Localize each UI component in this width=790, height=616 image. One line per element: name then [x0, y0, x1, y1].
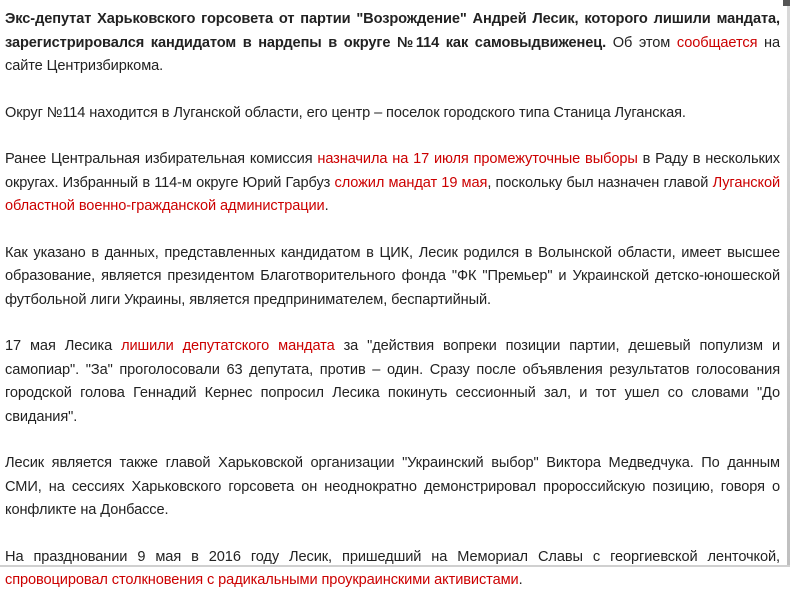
link-clashes[interactable]: спровоцировал столкновения с радикальными проукраинскими активистами	[5, 572, 519, 588]
paragraph-elections	[5, 148, 780, 219]
link-source-cec[interactable]: сообщается	[676, 34, 758, 51]
paragraph-text: .	[324, 198, 329, 214]
paragraph-text: за "действия вопреки позиции партии, дешевый популизм и самопиар". "За" проголосовали 63 депутата, против – один. Сразу после объявления результатов голосования городской голова Геннадий Кернес попросил Лесика покинуть сессионный зал, и тот ушел со словами "До свидания".	[5, 338, 780, 425]
paragraph-lead	[5, 8, 780, 79]
paragraph-candidate-info	[5, 242, 780, 313]
paragraph-district	[5, 102, 780, 126]
paragraph-text: .	[518, 572, 523, 588]
link-luhansk-administration[interactable]: Луганской областной военно-гражданской администрации	[5, 174, 781, 214]
paragraph-ukrainian-choice	[5, 452, 780, 523]
paragraph-text: Ранее Центральная избирательная комиссия	[5, 151, 318, 167]
paragraph-text: в Раду в нескольких округах. Избранный в 114-м округе Юрий Гарбуз	[5, 151, 781, 191]
link-mandate-may-19[interactable]: сложил мандат 19 мая	[334, 174, 488, 191]
page-corner-mark	[783, 0, 790, 6]
paragraph-text: на сайте Центризбиркома.	[5, 34, 780, 74]
paragraph-text: Об этом	[606, 34, 677, 51]
paragraph-text: На праздновании 9 мая в 2016 году Лесик, пришедший на Мемориал Славы с георгиевской ленточкой,	[5, 548, 780, 565]
paragraph-text: Округ №114 находится в Луганской области, его центр – поселок городского типа Станица Луганская.	[5, 104, 686, 121]
paragraph-text: , поскольку был назначен главой	[487, 174, 713, 191]
paragraph-text: Как указано в данных, представленных кандидатом в ЦИК, Лесик родился в Волынской области, имеет высшее образование, является президентом Благотворительного фонда "ФК "Премьер" и Украинской детско-юношеской футбольной лиги Украины, является предпринимателем, беспартийный.	[5, 244, 780, 308]
paragraph-mandate-revoked	[5, 335, 780, 429]
paragraph-text: Лесик является также главой Харьковской организации "Украинский выбор" Виктора Медведчука. По данным СМИ, на сессиях Харьковского горсовета он неоднократно демонстрировал пророссийскую позицию, говоря о конфликте на Донбассе.	[5, 455, 780, 518]
paragraph-text: 17 мая Лесика	[5, 338, 122, 354]
link-elections-july-17[interactable]: назначила на 17 июля промежуточные выборы	[317, 151, 638, 167]
article-body	[5, 8, 780, 616]
lead-bold-text: Экс-депутат Харьковского горсовета от партии "Возрождение" Андрей Лесик, которого лишили мандата, зарегистрировался кандидатом в нардепы в округе №114 как самовыдвиженец.	[5, 11, 780, 51]
paragraph-may-9	[5, 546, 780, 593]
link-deputy-mandate[interactable]: лишили депутатского мандата	[121, 338, 335, 354]
